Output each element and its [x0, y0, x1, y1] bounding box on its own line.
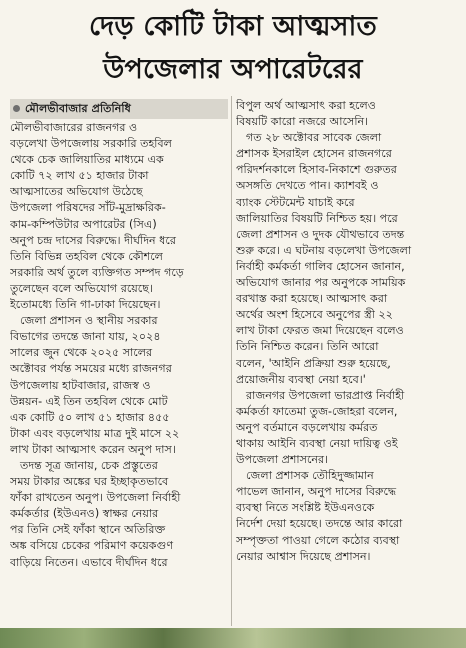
article-line: বিভাগের তদন্তে জানা যায়, ২০২৪ [10, 330, 161, 344]
article-column-1 [10, 120, 228, 571]
article-line: নেয়ার আশ্বাস দিয়েছে প্রশাসন। [236, 549, 371, 563]
article-line: বড়লেখা উপজেলায় সরকারি তহবিল [10, 137, 172, 151]
article-line: টাকা এবং বড়লেখায় মাত্র দুই মাসে ২২ [10, 426, 180, 440]
article-line: অনুপ চন্দ্র দাসের বিরুদ্ধে। দীর্ঘদিন ধরে [10, 233, 176, 247]
article-line: বলেন, 'আইনি প্রক্রিয়া শুরু হয়েছে, [236, 356, 391, 370]
article-line: বিষয়টি কারো নজরে আসেনি। [236, 115, 369, 129]
bullet-icon [13, 105, 20, 112]
article-line: সালের জুন থেকে ২০২৫ সালের [10, 346, 153, 360]
article-line: অনুপ বর্তমানে বড়লেখায় কর্মরত [236, 420, 378, 434]
article-line: পরিদর্শনকালে হিসাব-নিকাশে গুরুতর [236, 163, 397, 177]
article-line: সম্পৃক্ততা পাওয়া গেলে কঠোর ব্যবস্থা [236, 533, 400, 547]
byline [10, 99, 228, 119]
article-line: নির্দেশ দেয়া হয়েছে। তদন্তে আর কারো [236, 517, 403, 531]
article-line: জেলা প্রশাসন ও স্থানীয় সরকার [20, 314, 158, 328]
article-line: লাখ টাকা ফেরত জমা দিয়েছেন বলেও [236, 324, 404, 338]
article-line: পর তিনি সেই ফাঁকা স্থানে অতিরিক্ত [10, 523, 166, 537]
column-divider [231, 96, 232, 626]
article-line: লাখ টাকা আত্মসাৎ করেন অনুপ দাস। [10, 442, 176, 456]
article-line: অর্থের অংশ হিসেবে অনুপের স্ত্রী ২২ [236, 308, 393, 322]
article-line: গত ২৮ অক্টোবর সাবেক জেলা [246, 131, 382, 145]
article-line: তিনি নিশ্চিত করেন। তিনি আরো [236, 340, 379, 354]
article-line: বরখাস্ত করা হয়েছে। আত্মসাৎ করা [236, 292, 388, 306]
article-line: থাকায় আইনি ব্যবস্থা নেয়া দায়িত্ব ওই [236, 436, 398, 450]
article-line: অঙ্ক বসিয়ে চেকের পরিমাণ কয়েকগুণ [10, 539, 174, 553]
article-line: থেকে চেক জালিয়াতির মাধ্যমে এক [10, 153, 164, 167]
article-line: অভিযোগ জানার পর অনুপকে সাময়িক [236, 276, 406, 290]
article-line: অক্টোবর পর্যন্ত সময়ের মধ্যে রাজনগর [10, 362, 172, 376]
article-column-2 [236, 98, 458, 565]
article-line: ব্যাংক স্টেটমেন্ট যাচাই করে [236, 195, 355, 209]
article-line: শুরু করে। এ ঘটনায় বড়লেখা উপজেলা [236, 243, 412, 257]
article-line: সময় টাকার অঙ্কের ঘর ইচ্ছাকৃতভাবে [10, 475, 169, 489]
headline-line-1: দেড় কোটি টাকা আত্মসাত [88, 11, 378, 42]
article-line: জেলা প্রশাসক তৌহিদুজ্জামান [246, 469, 374, 483]
article-line: বিপুল অর্থ আত্মসাৎ করা হলেও [236, 99, 376, 112]
article-line: কোটি ৭২ লাখ ৫১ হাজার টাকা [10, 169, 149, 183]
article-line: কর্মকর্তার (ইউএনও) স্বাক্ষর নেয়ার [10, 507, 159, 521]
article-line: এক কোটি ৫০ লাখ ৫১ হাজার ৪৫৫ [10, 410, 170, 424]
article-line: কর্মকর্তা ফাতেমা তুজ-জোহরা বলেন, [236, 404, 398, 418]
article-line: অসঙ্গতি দেখতে পান। ক্যাশবই ও [236, 179, 379, 193]
article-line: জালিয়াতির বিষয়টি নিশ্চিত হয়। পরে [236, 211, 398, 225]
article-line: তদন্ত সূত্র জানায়, চেক প্রস্তুতের [20, 458, 158, 472]
article-line: জেলা প্রশাসন ও দুদক যৌথভাবে তদন্ত [236, 227, 405, 241]
article-line: ইতোমধ্যে তিনি গা-ঢাকা দিয়েছেন। [10, 298, 161, 312]
article-line: মৌলভীবাজারের রাজনগর ও [10, 121, 138, 134]
article-line: তিনি বিভিন্ন তহবিল থেকে কৌশলে [10, 249, 163, 263]
article-line: রাজনগর উপজেলা ভারপ্রাপ্ত নির্বাহী [246, 388, 405, 402]
article-line: নির্বাহী কর্মকর্তা গালিব হোসেন জানান, [236, 259, 405, 273]
article-line: সরকারি অর্থ তুলে ব্যক্তিগত সম্পদ গড়ে [10, 265, 184, 279]
photo-strip [0, 628, 466, 648]
article-line: উপজেলায় হাটবাজার, রাজস্ব ও [10, 378, 151, 392]
article-line: বাড়িয়ে নিতেন। এভাবে দীর্ঘদিন ধরে [10, 555, 168, 569]
article-line: তুলেছেন বলে অভিযোগ রয়েছে। [10, 281, 153, 295]
headline-line-2: উপজেলার অপারেটরের [103, 54, 363, 85]
article-line: উপজেলা প্রশাসনের। [236, 453, 329, 467]
article-line: কাম-কম্পিউটার অপারেটর (সিএ) [10, 217, 157, 231]
article-line: পাভেল জানান, অনুপ দাসের বিরুদ্ধে [236, 485, 397, 499]
byline-text: মৌলভীবাজার প্রতিনিধি [25, 102, 131, 115]
article-line: উন্নয়ন- এই তিন তহবিল থেকে মোট [10, 394, 168, 408]
article-line: প্রয়োজনীয় ব্যবস্থা নেয়া হবে।' [236, 372, 366, 386]
article-line: আত্মসাতের অভিযোগ উঠেছে [10, 185, 143, 199]
article-line: ব্যবস্থা নিতে সংশ্লিষ্ট ইউএনওকে [236, 501, 375, 515]
article-line: প্রশাসক ইসরাইল হোসেন রাজনগরে [236, 147, 392, 161]
article-line: উপজেলা পরিষদের সাঁট-মুদ্রাক্ষরিক- [10, 201, 166, 215]
article-line: ফাঁকা রাখতেন অনুপ। উপজেলা নির্বাহী [10, 491, 181, 505]
